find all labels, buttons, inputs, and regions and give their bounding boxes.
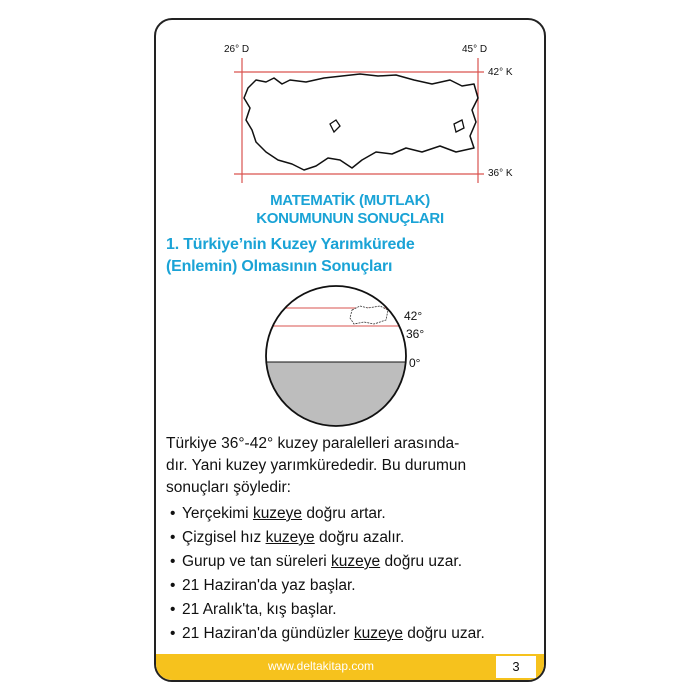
intro-line-3: sonuçları şöyledir: <box>166 479 291 496</box>
list-item: • Çizgisel hız kuzeye doğru azalır. <box>170 529 405 546</box>
list-item: • 21 Aralık'ta, kış başlar. <box>170 601 337 618</box>
footer-bar <box>156 654 544 680</box>
lon-right-label: 45° D <box>462 44 488 55</box>
intro-line-2: dır. Yani kuzey yarımkürededir. Bu durumun <box>166 457 467 474</box>
heading-line-1: MATEMATİK (MUTLAK) <box>270 192 430 209</box>
globe-turkey-shape <box>350 306 388 324</box>
list-item: • 21 Haziran'da yaz başlar. <box>170 577 356 594</box>
globe-label-0: 0° <box>409 356 421 370</box>
flash-card <box>154 18 546 682</box>
intro-paragraph <box>166 433 538 499</box>
globe-label-36: 36° <box>406 327 425 341</box>
list-item: • Yerçekimi kuzeye doğru artar. <box>170 505 386 522</box>
page-number: 3 <box>496 656 536 678</box>
lat-bottom-label: 36° K <box>488 168 513 179</box>
list-item: • Gurup ve tan süreleri kuzeye doğru uzar. <box>170 553 463 570</box>
list-item: • 21 Haziran'da gündüzler kuzeye doğru uzar. <box>170 625 485 642</box>
map-svg <box>156 20 546 200</box>
southern-hemisphere-shape <box>264 362 444 430</box>
subheading-line-1: 1. Türkiye’nin Kuzey Yarımkürede <box>166 236 415 253</box>
subheading-line-2: (Enlemin) Olmasının Sonuçları <box>166 258 393 275</box>
globe-label-42: 42° <box>404 309 423 323</box>
heading-line-2: KONUMUNUN SONUÇLARI <box>256 210 444 227</box>
consequence-list <box>170 502 542 646</box>
globe-svg <box>264 280 444 430</box>
turkey-map <box>156 20 546 200</box>
lat-top-label: 42° K <box>488 67 513 78</box>
globe-diagram <box>264 280 444 430</box>
lon-left-label: 26° D <box>224 44 250 55</box>
turkey-outline-shape <box>244 74 478 170</box>
intro-line-1: Türkiye 36°-42° kuzey paralelleri arasında- <box>166 435 460 452</box>
footer-url[interactable]: www.deltakitap.com <box>267 659 375 673</box>
